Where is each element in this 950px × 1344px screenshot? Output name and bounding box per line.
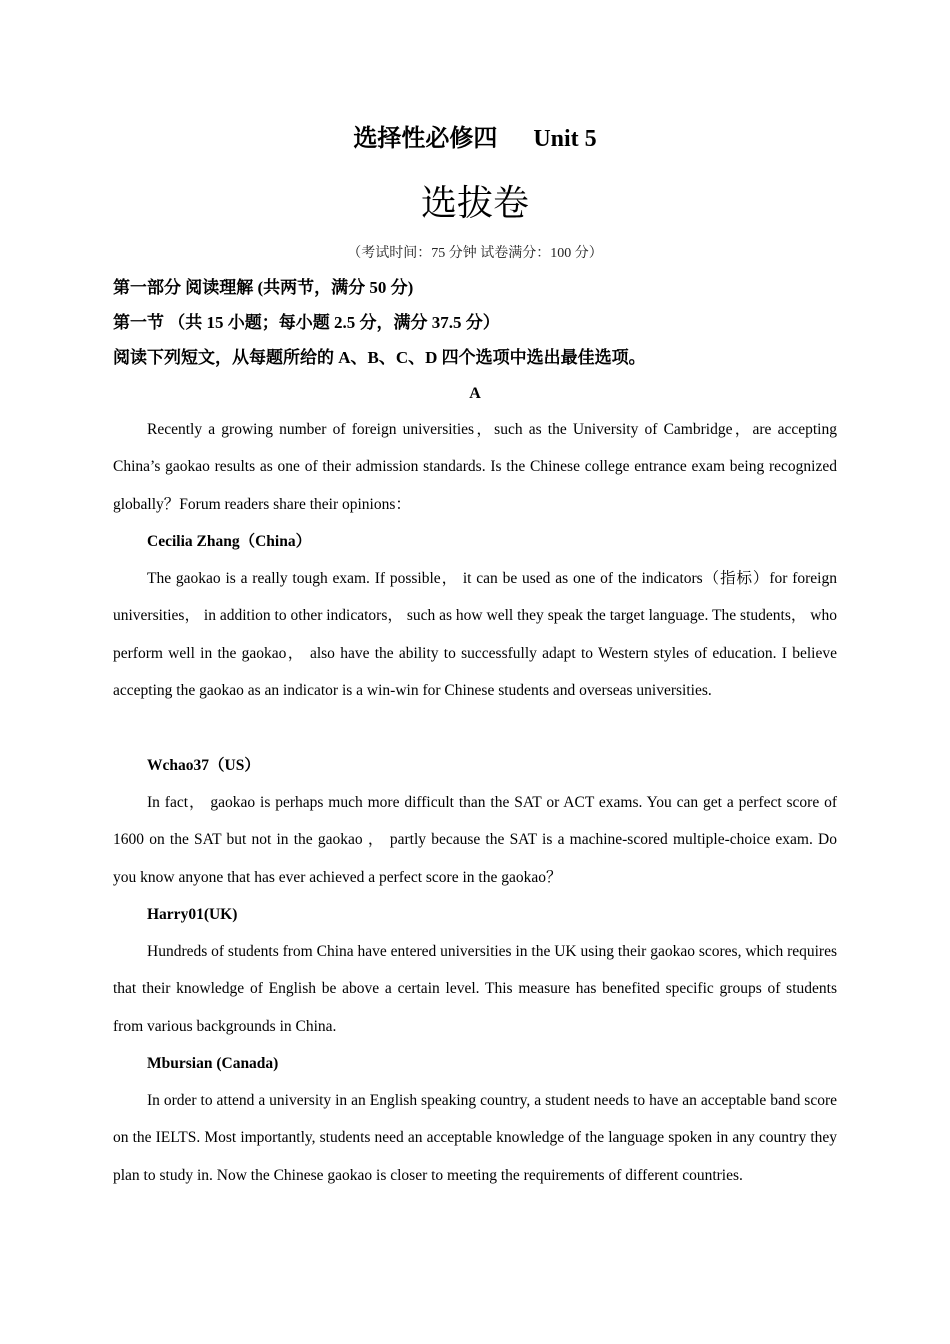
instructions: 阅读下列短文，从每题所给的 A、B、C、D 四个选项中选出最佳选项。 xyxy=(113,348,646,367)
post-text-3: Hundreds of students from China have entered universities in the UK using their gaokao scores, which requires that their knowledge of English be above a certain level. This measure has benefited specific groups of students from various backgrounds in China. xyxy=(113,943,838,1035)
exam-info: （考试时间：75 分钟 试卷满分：100 分） xyxy=(347,246,603,261)
post-text-4: In order to attend a university in an English speaking country, a student needs to have an acceptable band score on the IELTS. Most importantly, students need an acceptable knowledge of the language spoken in any country they plan to study in. Now the Chinese gaokao is closer to meeting the requirements of different countries. xyxy=(113,1092,837,1184)
passage-label: A xyxy=(469,385,481,402)
part-heading: 第一部分 阅读理解 (共两节，满分 50 分) xyxy=(113,278,414,297)
passage-intro: Recently a growing number of foreign universities，such as the University of Cambridge，are accepting China’s gaokao results as one of their admission standards. Is the Chinese college entrance exam being recognized globally？Forum readers share their opinions： xyxy=(113,421,837,513)
page-title: 选择性必修四 Unit 5 xyxy=(353,126,597,152)
post-author-4: Mbursian (Canada) xyxy=(147,1055,279,1072)
post-author-1: Cecilia Zhang（China） xyxy=(147,533,312,550)
post-author-3: Harry01(UK) xyxy=(147,906,238,923)
post-text-1: The gaokao is a really tough exam. If possible， it can be used as one of the indicators（指标）for foreign universities， in addition to other indicators， such as how well they speak the target language. The students， who perform well in the gaokao， also have the ability to successfully adapt to Western styles of education. I believe accepting the gaokao as an indicator is a win-win for Chinese students and overseas universities. xyxy=(113,570,837,699)
section-heading: 第一节 （共 15 小题；每小题 2.5 分，满分 37.5 分） xyxy=(113,313,500,332)
page-subtitle: 选拔卷 xyxy=(420,183,529,224)
post-author-2: Wchao37（US） xyxy=(147,757,260,774)
post-text-2: In fact， gaokao is perhaps much more difficult than the SAT or ACT exams. You can get a perfect score of 1600 on the SAT but not in the gaokao ， partly because the SAT is a machine-scored multiple-choice exam. Do you know anyone that has ever achieved a perfect score in the gaokao？ xyxy=(113,794,837,886)
